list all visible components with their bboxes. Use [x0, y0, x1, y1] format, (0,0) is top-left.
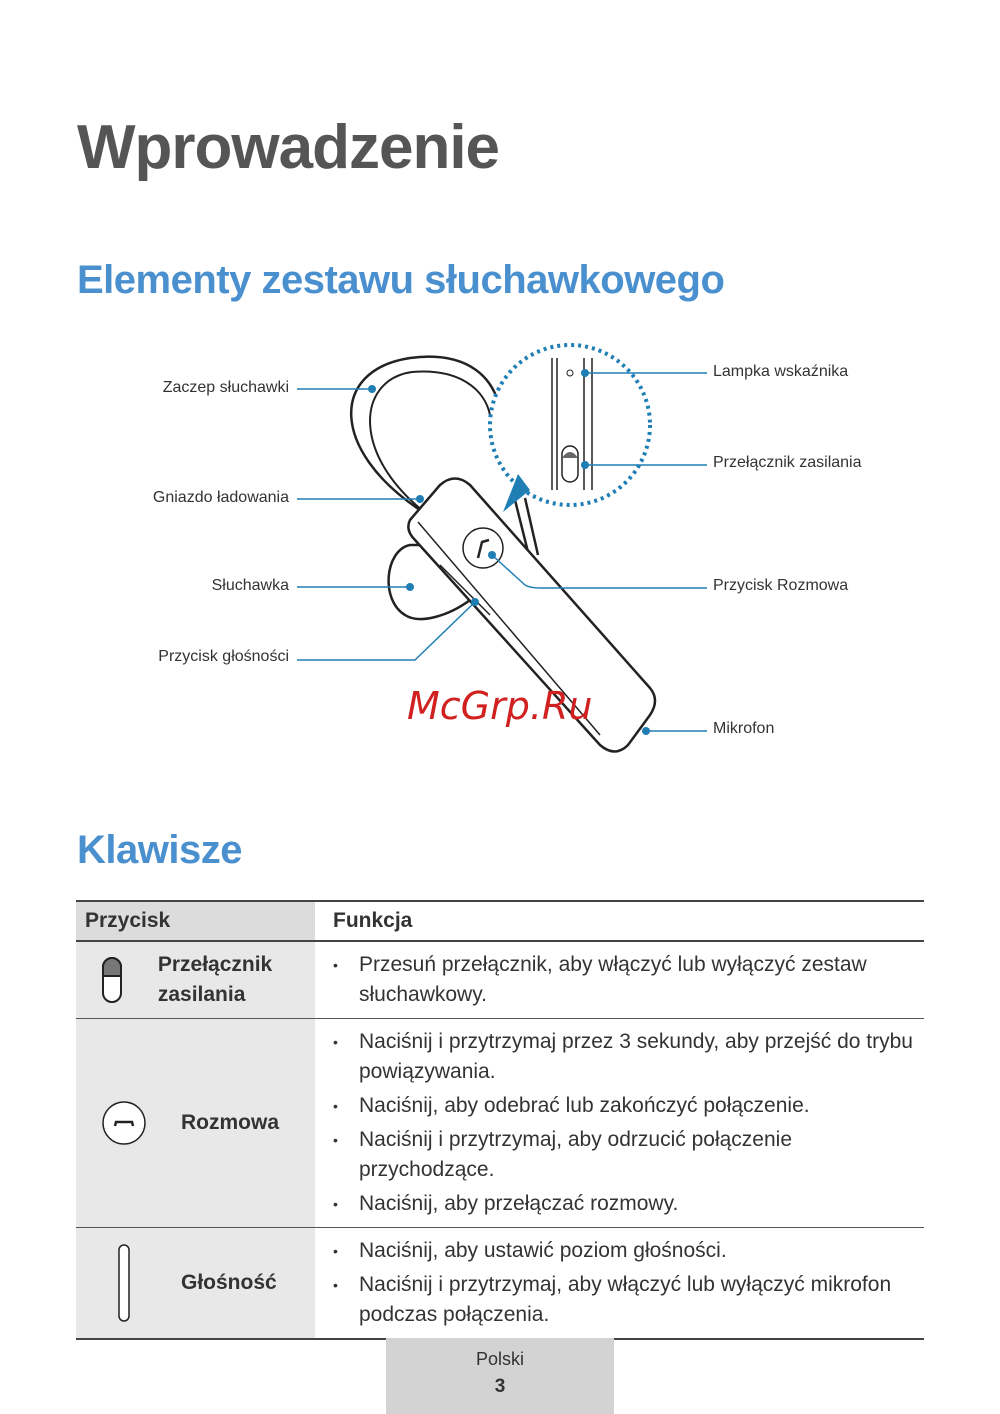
page-title: Wprowadzenie — [77, 113, 500, 182]
function-item: • Naciśnij, aby odebrać lub zakończyć połączenie. — [315, 1091, 924, 1121]
function-item: • Naciśnij, aby przełączać rozmowy. — [315, 1189, 924, 1219]
function-item: • Przesuń przełącznik, aby włączyć lub wyłączyć zestaw słuchawkowy. — [315, 950, 924, 1010]
table-row — [76, 1019, 924, 1228]
label-volume-button: Przycisk głośności — [158, 648, 289, 665]
page-footer — [386, 1338, 614, 1414]
section-heading-keys: Klawisze — [77, 828, 242, 872]
label-indicator-light: Lampka wskaźnika — [713, 363, 849, 380]
keys-table — [76, 900, 924, 1340]
key-name: Rozmowa — [181, 1111, 280, 1134]
watermark: McGrp.Ru — [407, 684, 593, 728]
column-header-function: Funkcja — [315, 901, 924, 941]
volume-button-icon — [76, 1243, 171, 1323]
power-switch-icon — [76, 956, 148, 1004]
ear-hook — [351, 357, 500, 510]
label-earpiece: Słuchawka — [211, 577, 289, 594]
table-row — [76, 1228, 924, 1340]
label-charging-port: Gniazdo ładowania — [152, 489, 289, 506]
label-ear-hook: Zaczep słuchawki — [162, 379, 289, 396]
label-call-button: Przycisk Rozmowa — [713, 577, 849, 594]
function-item: • Naciśnij, aby ustawić poziom głośności. — [315, 1236, 924, 1266]
label-power-switch: Przełącznik zasilania — [713, 454, 862, 471]
section-heading-elements: Elementy zestawu słuchawkowego — [77, 258, 725, 302]
call-button-icon — [76, 1100, 171, 1146]
page-number: 3 — [494, 1376, 506, 1397]
table-header-row — [76, 901, 924, 941]
label-microphone: Mikrofon — [713, 720, 775, 737]
table-row — [76, 941, 924, 1019]
key-name: Przełącznik zasilania — [157, 953, 273, 1006]
function-item: • Naciśnij i przytrzymaj, aby odrzucić połączenie przychodzące. — [315, 1125, 924, 1185]
function-item: • Naciśnij i przytrzymaj przez 3 sekundy, aby przejść do trybu powiązywania. — [315, 1027, 924, 1087]
function-item: • Naciśnij i przytrzymaj, aby włączyć lub wyłączyć mikrofon podczas połączenia. — [315, 1270, 924, 1330]
key-name: Głośność — [181, 1271, 277, 1294]
footer-language: Polski — [475, 1349, 524, 1369]
column-header-button: Przycisk — [76, 901, 315, 941]
